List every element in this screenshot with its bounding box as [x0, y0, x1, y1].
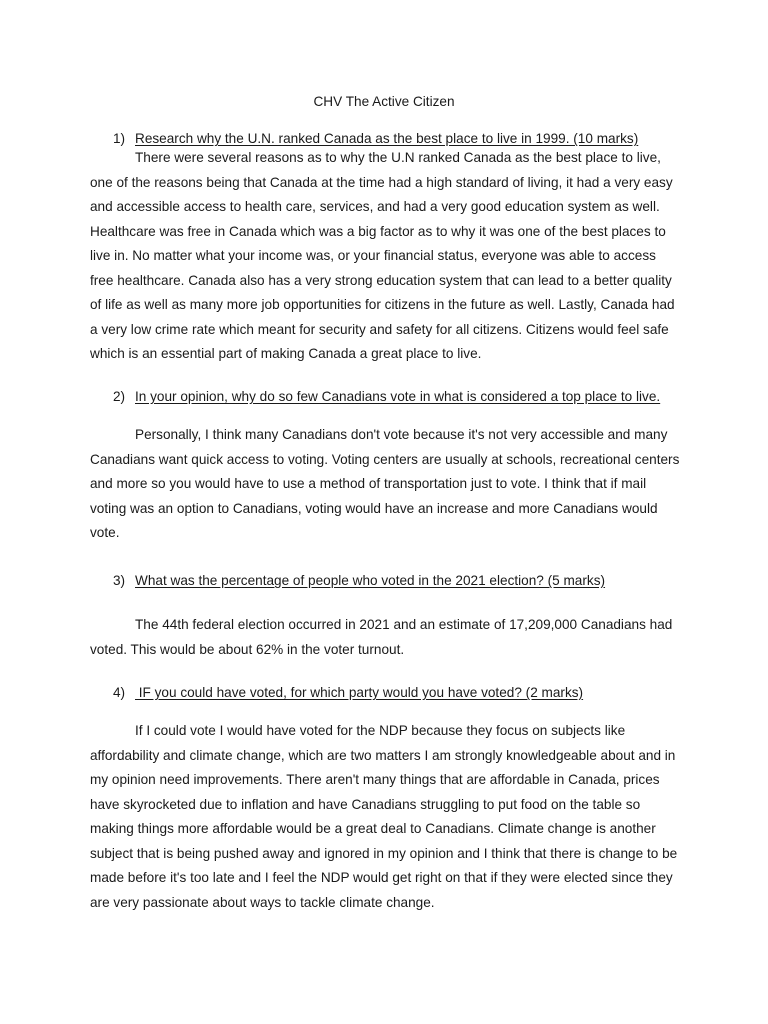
answer-4: If I could vote I would have voted for the NDP because they focus on subjects like affordability and climate change, which are two matters I am strongly knowledgeable about and in my opinion need improvements. There aren't many things that are affordable in Canada, prices have skyrocketed due to inflation and have Canadians struggling to put food on the table so making things more affordable would be a great deal to Canadians. Climate change is another subject that is being pushed away and ignored in my opinion and I think that there is change to be made before it's too late and I feel the NDP would get right on that if they were elected since they are very passionate about ways to tackle climate change. — [90, 723, 678, 910]
question-2 — [113, 387, 660, 407]
question-number: 4) — [113, 685, 126, 700]
question-text: Research why the U.N. ranked Canada as the best place to live in 1999. (10 marks) — [135, 131, 639, 146]
document-title: CHV The Active Citizen — [313, 94, 455, 109]
answer-1: There were several reasons as to why the U.N ranked Canada as the best place to live, one of the reasons being that Canada at the time had a high standard of living, it had a very easy and accessible access to health care, services, and had a very good education system as well. Healthcare was free in Canada which was a big factor as to why it was one of the best places to live in. No matter what your income was, or your financial status, everyone was able to access free healthcare. Canada also has a very strong education system that can lead to a better quality of life as well as many more job opportunities for citizens in the future as well. Lastly, Canada had a very low crime rate which meant for security and safety for all citizens. Citizens would feel safe which is an essential part of making Canada a great place to live. — [90, 150, 675, 361]
question-number: 2) — [113, 389, 126, 404]
answer-3: The 44th federal election occurred in 2021 and an estimate of 17,209,000 Canadians had voted. This would be about 62% in the voter turnout. — [90, 617, 673, 657]
question-number: 3) — [113, 573, 126, 588]
question-text: What was the percentage of people who voted in the 2021 election? (5 marks) — [135, 573, 606, 588]
question-text: In your opinion, why do so few Canadians vote in what is considered a top place to live. — [135, 389, 661, 404]
question-number: 1) — [113, 131, 126, 146]
question-4 — [113, 683, 583, 703]
question-text: IF you could have voted, for which party would you have voted? (2 marks) — [135, 685, 584, 700]
answer-2: Personally, I think many Canadians don't vote because it's not very accessible and many Canadians want quick access to voting. Voting centers are usually at schools, recreational centers and more so you would have to use a method of transportation just to vote. I think that if mail voting was an option to Canadians, voting would have an increase and more Canadians would vote. — [90, 427, 680, 540]
question-3 — [113, 571, 605, 591]
